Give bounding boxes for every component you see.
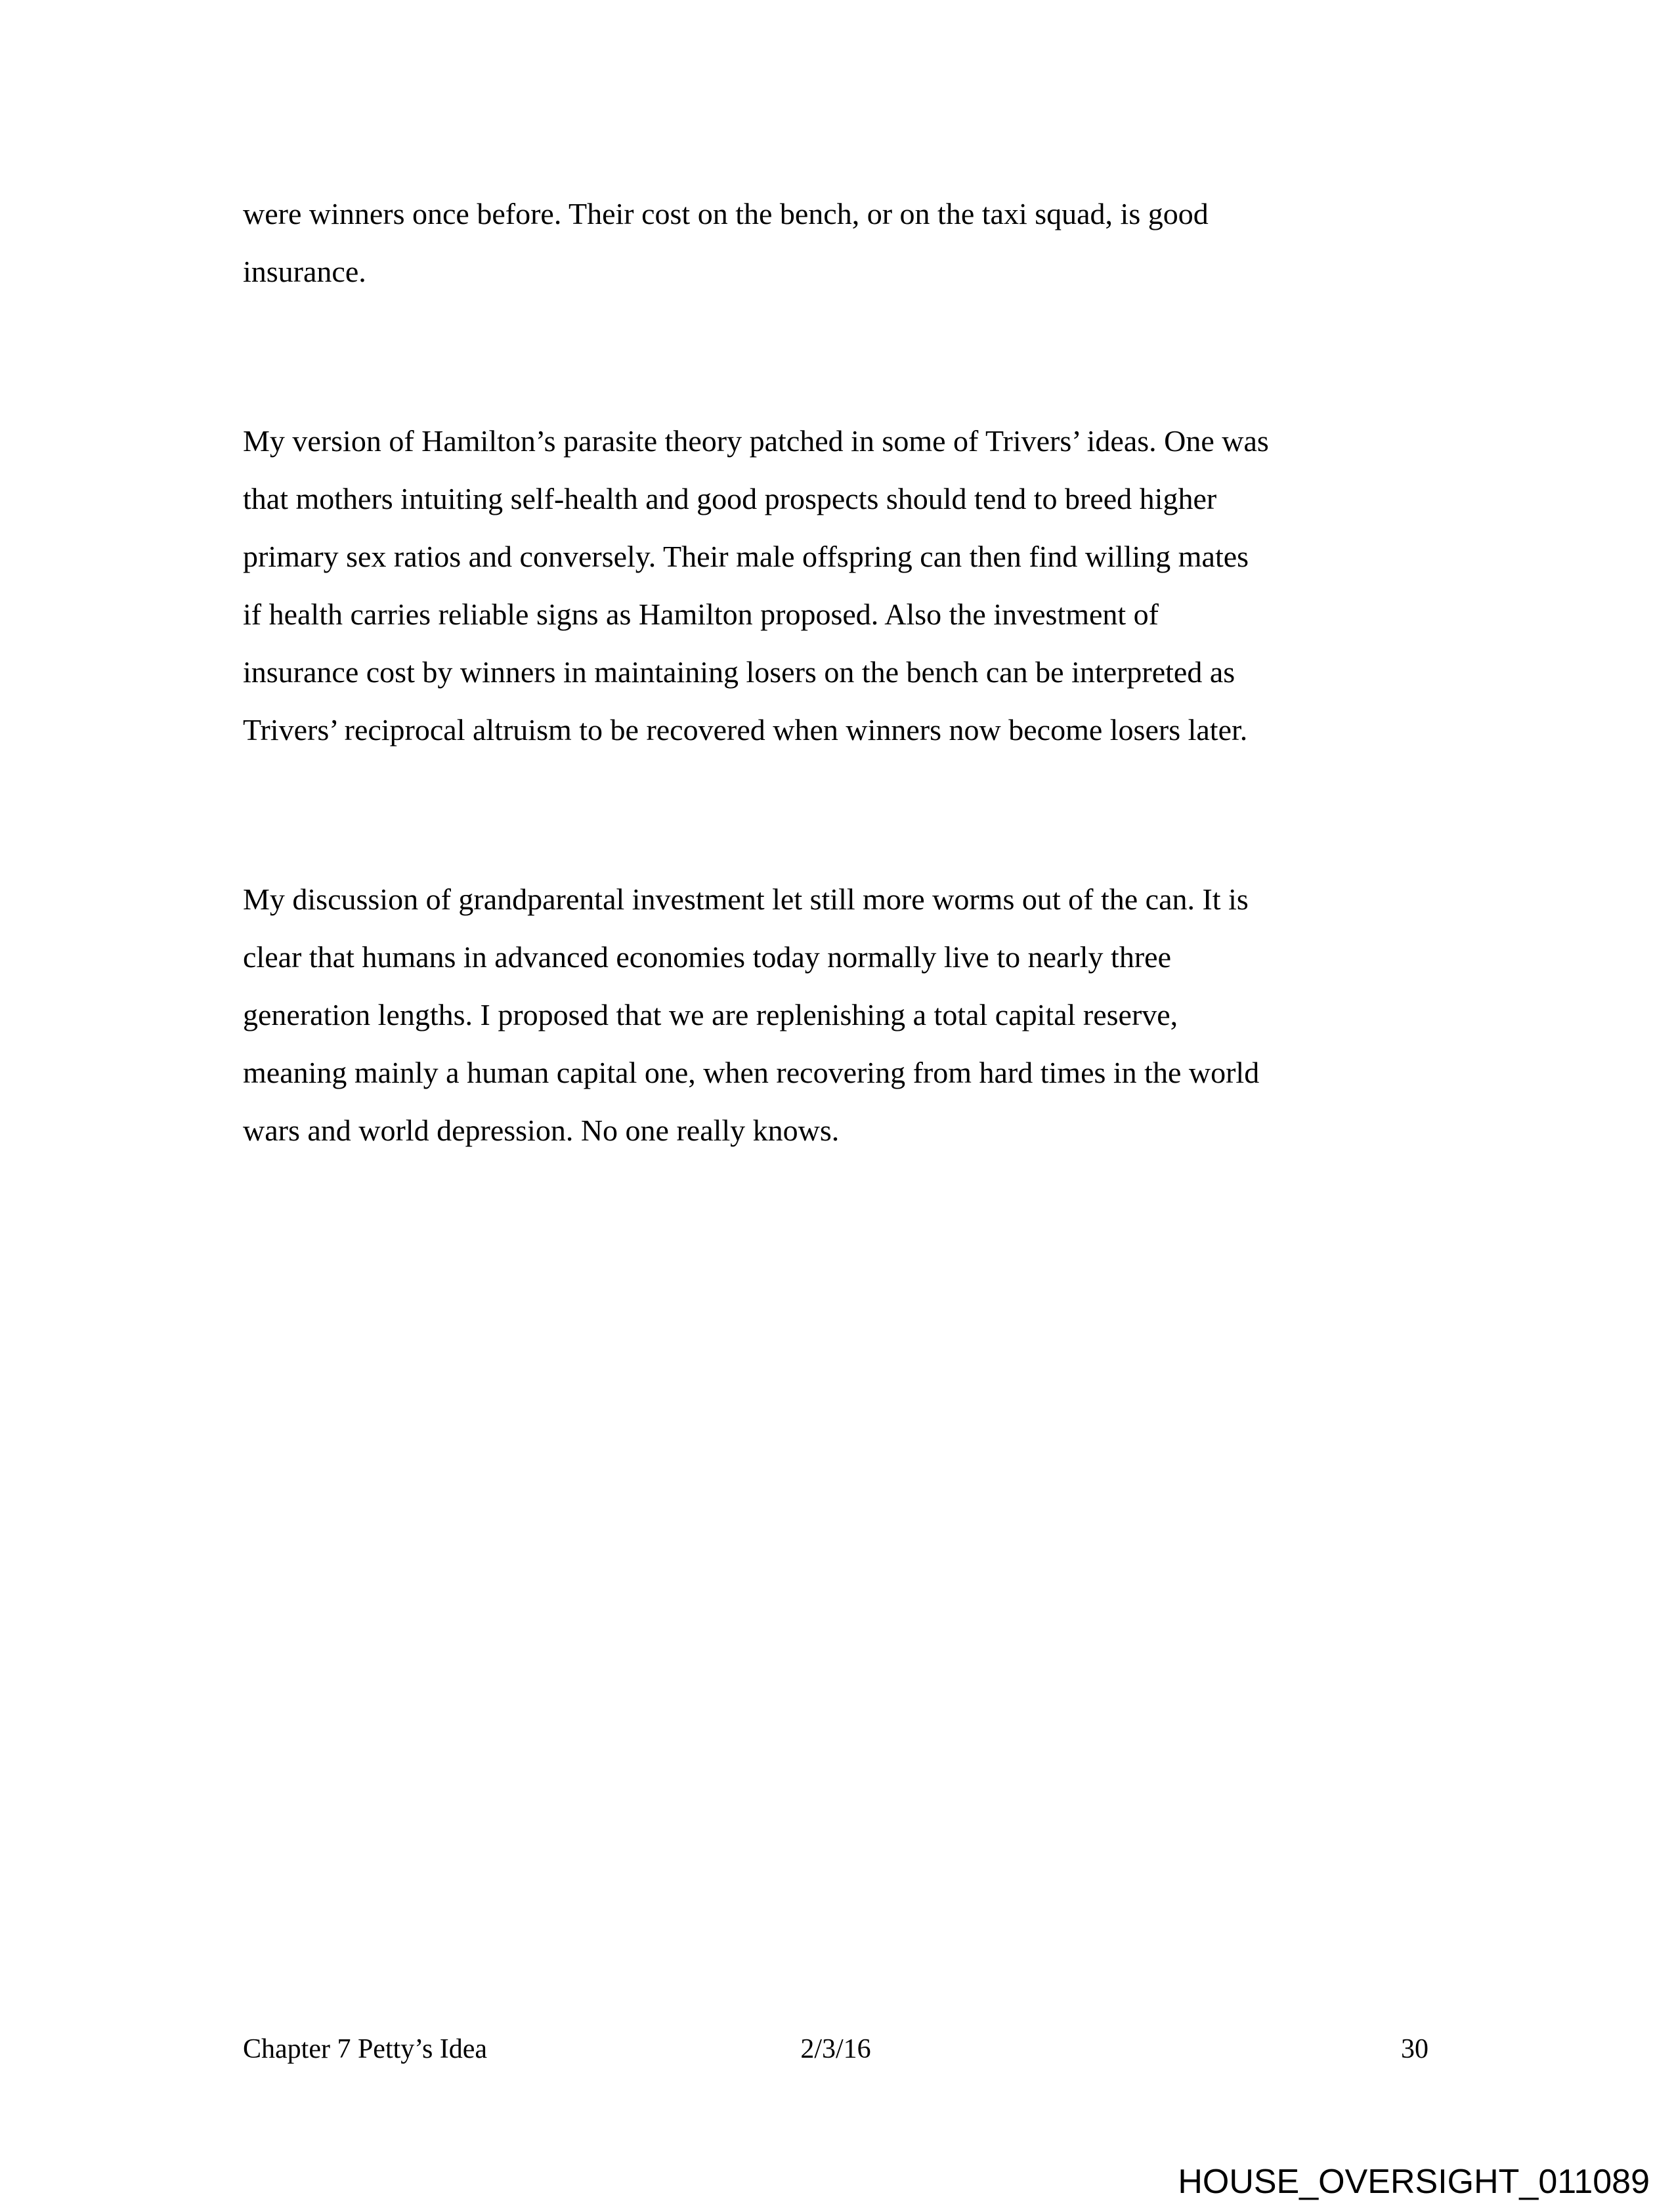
body-text-line: that mothers intuiting self-health and good prospects should tend to breed higher xyxy=(243,482,1217,515)
bates-stamp: HOUSE_OVERSIGHT_011089 xyxy=(1178,2163,1650,2201)
body-text-line: clear that humans in advanced economies today normally live to nearly three xyxy=(243,940,1171,974)
body-text-line: primary sex ratios and conversely. Their male offspring can then find willing mates xyxy=(243,540,1249,573)
body-text-line: Trivers’ reciprocal altruism to be recovered when winners now become losers later. xyxy=(243,713,1248,747)
paragraph xyxy=(243,412,1431,759)
paragraph xyxy=(243,185,1431,301)
page-footer xyxy=(243,2033,1428,2066)
paragraph xyxy=(243,871,1431,1160)
body-text-line: meaning mainly a human capital one, when recovering from hard times in the world xyxy=(243,1056,1260,1089)
body-text-line: My version of Hamilton’s parasite theory patched in some of Trivers’ ideas. One was xyxy=(243,424,1269,458)
body-text-line: wars and world depression. No one really knows. xyxy=(243,1114,840,1147)
body-text-line: My discussion of grandparental investment let still more worms out of the can. It is xyxy=(243,882,1249,916)
body-text-line: were winners once before. Their cost on the bench, or on the taxi squad, is good xyxy=(243,197,1209,230)
body-text-line: insurance. xyxy=(243,255,366,288)
body-text-block xyxy=(243,185,1431,1160)
footer-page-number: 30 xyxy=(1401,2034,1428,2064)
footer-chapter-title: Chapter 7 Petty’s Idea xyxy=(243,2034,488,2064)
footer-date: 2/3/16 xyxy=(800,2034,871,2064)
body-text-line: insurance cost by winners in maintaining losers on the bench can be interpreted as xyxy=(243,655,1235,689)
body-text-line: generation lengths. I proposed that we are replenishing a total capital reserve, xyxy=(243,998,1178,1031)
body-text-line: if health carries reliable signs as Hamilton proposed. Also the investment of xyxy=(243,597,1159,631)
